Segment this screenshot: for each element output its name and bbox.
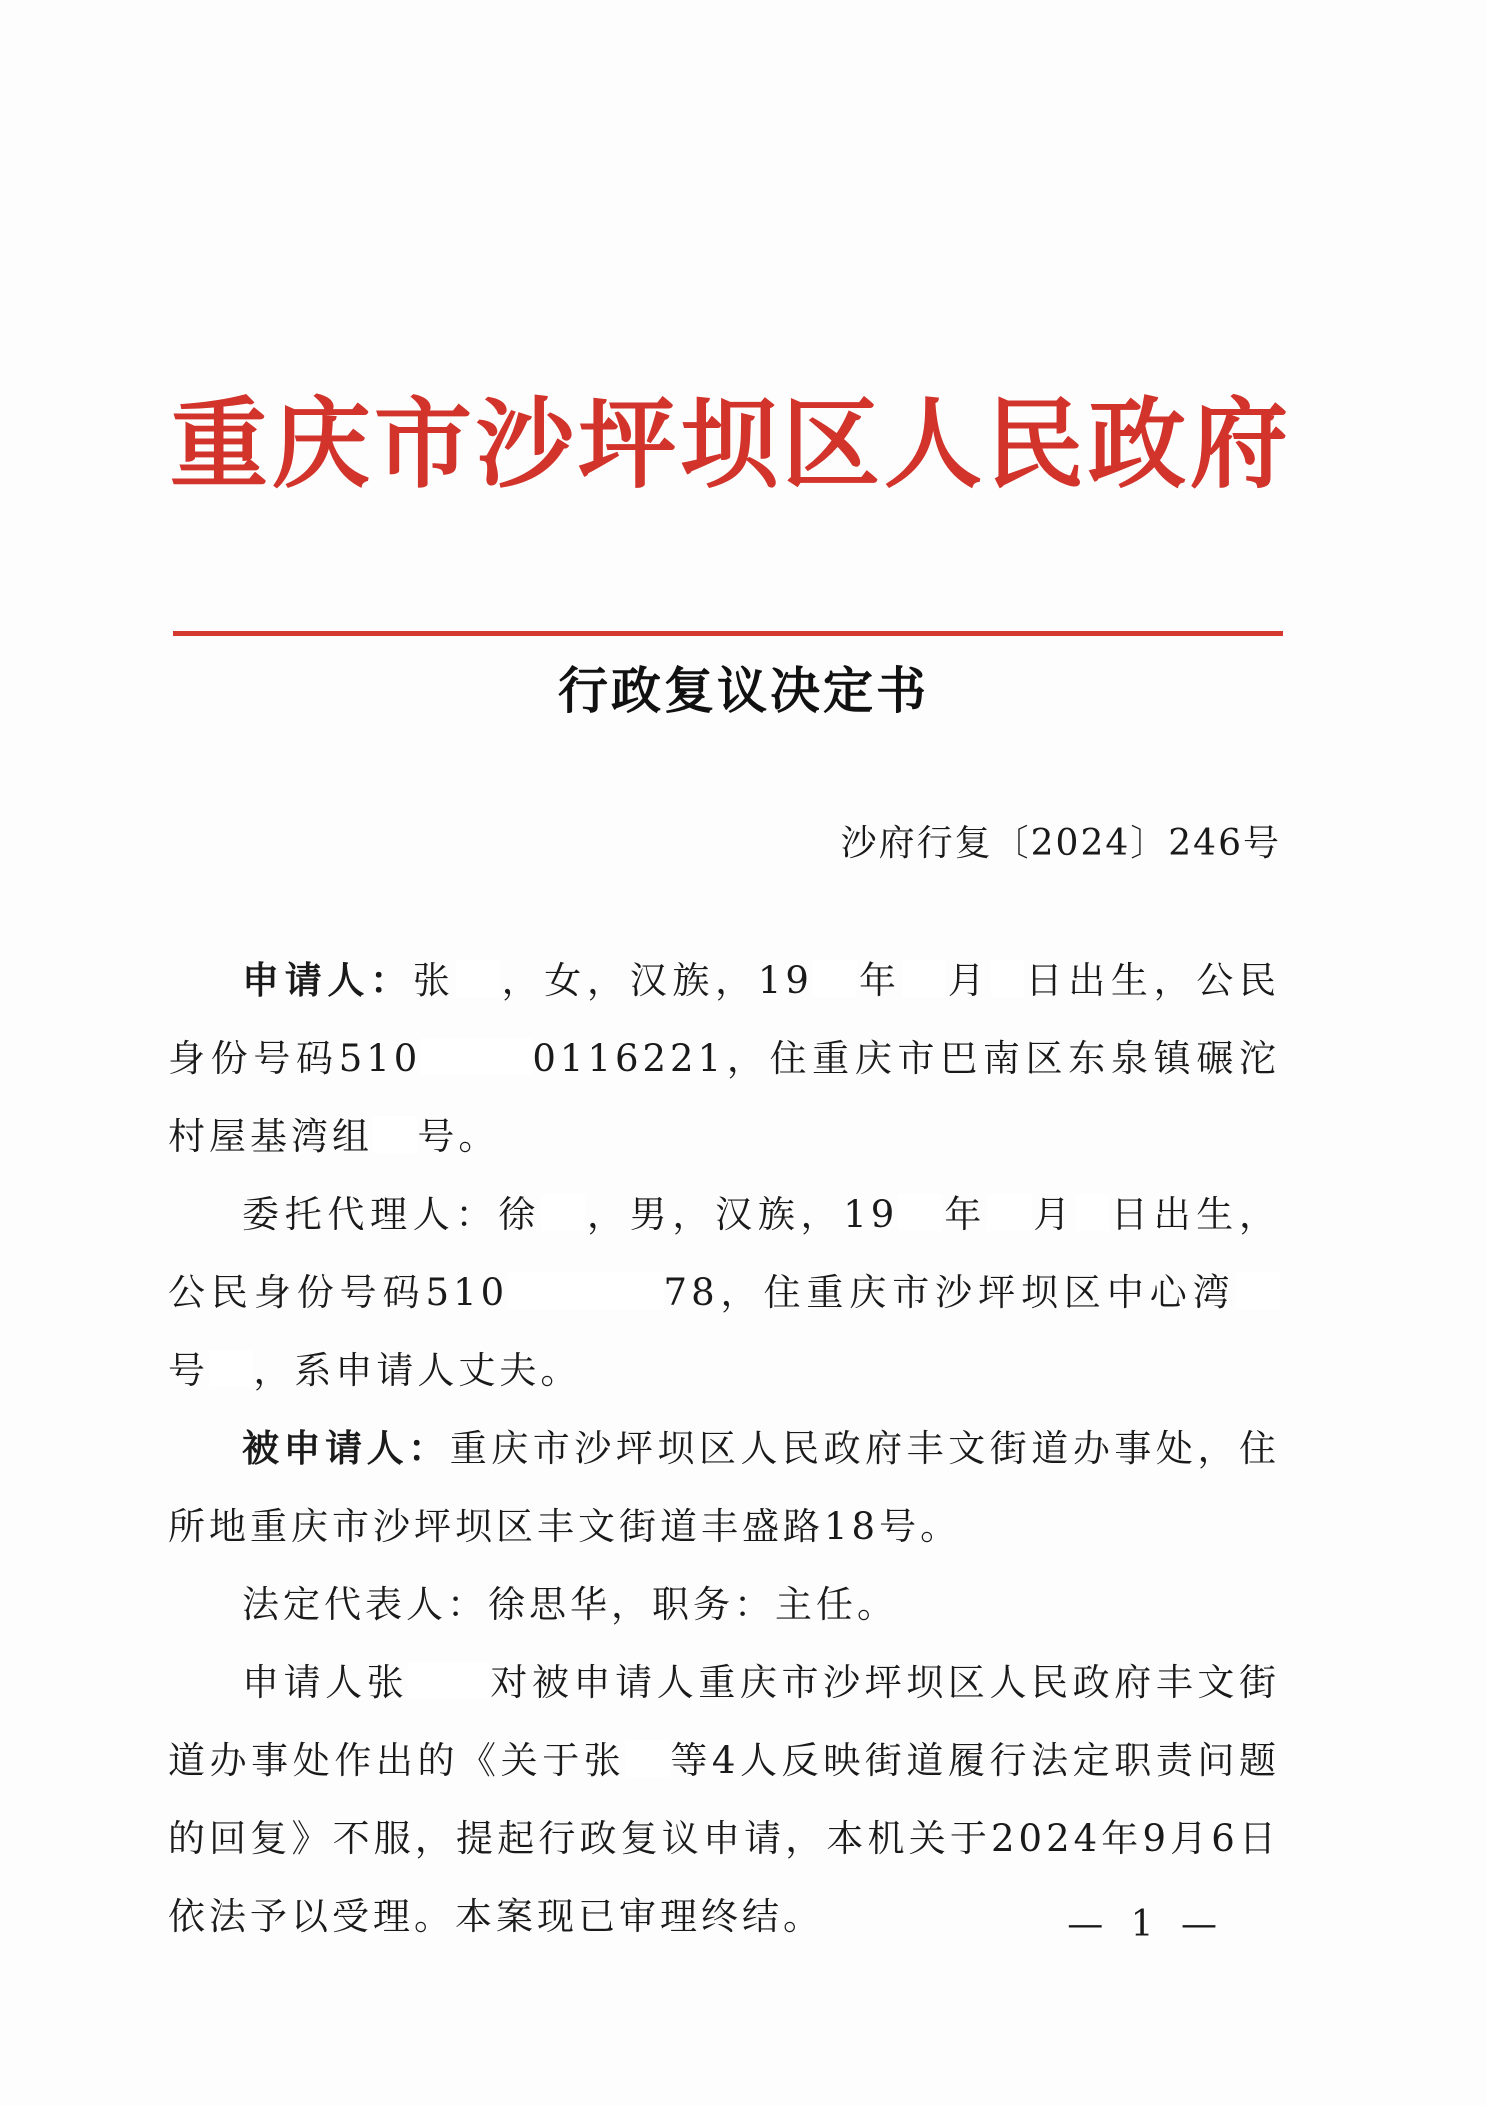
redaction-block: [408, 1662, 489, 1699]
redaction-block: [209, 1350, 253, 1387]
agent-relation: ，系申请人丈夫。: [253, 1349, 582, 1392]
respondent-text: 重庆市沙坪坝区人民政府丰文街道办事处，住所地重庆市沙坪坝区丰文街道丰盛路18号。: [168, 1427, 1281, 1548]
narrative-part3: 等4人反映街道履行法定职责问题的回复》不服，提起行政复议申请，本机关于2024年9月6日依法予以受理。本案现已审理终结。: [168, 1739, 1280, 1938]
agent-id-tail: 78，住重庆市沙坪坝区中心湾: [663, 1271, 1236, 1314]
agent-month-suffix: 月: [1031, 1193, 1076, 1236]
applicant-paragraph: [168, 942, 1280, 1176]
redaction-block: [987, 1194, 1031, 1231]
redaction-block: [373, 1116, 417, 1153]
applicant-year-suffix: 年: [857, 959, 902, 1002]
legal-rep-paragraph: 法定代表人：徐思华，职务：主任。: [242, 1583, 898, 1626]
agent-label: 委托代理人：徐: [242, 1193, 541, 1236]
applicant-gender-ethnicity: ，女，汉族，19: [499, 959, 813, 1002]
redaction-block: [625, 1740, 669, 1777]
redaction-block: [1076, 1194, 1109, 1231]
agent-house-suffix: 号: [168, 1349, 209, 1392]
agent-gender-ethnicity: ，男，汉族，19: [585, 1193, 899, 1236]
redaction-block: [541, 1194, 585, 1231]
redaction-block: [991, 960, 1024, 997]
redaction-block: [902, 960, 946, 997]
applicant-label: 申请人：: [242, 959, 413, 1002]
redaction-block: [456, 960, 500, 997]
redaction-block: [898, 1194, 942, 1231]
respondent-label: 被申请人：: [242, 1427, 450, 1470]
narrative-part2: 对被申请人重庆市沙坪坝区人民政府丰文街道办事处作出的《关于张: [168, 1661, 1281, 1782]
document-body: [168, 942, 1280, 1956]
applicant-id-tail: 0116221，住重庆市巴南区东泉镇碾沱村屋基湾组: [168, 1037, 1280, 1158]
redaction-block: [813, 960, 857, 997]
redaction-block: [421, 1038, 532, 1075]
red-divider-line: [173, 631, 1283, 636]
applicant-day-suffix: 日出生，公民身份号码510: [168, 959, 1281, 1080]
document-title: 行政复议决定书: [558, 662, 929, 720]
redaction-block: [1236, 1272, 1280, 1309]
applicant-month-suffix: 月: [946, 959, 991, 1002]
agent-year-suffix: 年: [942, 1193, 988, 1236]
agent-paragraph: [168, 1176, 1280, 1410]
document-number: 沙府行复〔2024〕246号: [840, 823, 1281, 864]
applicant-address-suffix: 号。: [417, 1115, 500, 1158]
narrative-part1: 申请人张: [242, 1661, 409, 1704]
respondent-paragraph: [168, 1410, 1280, 1566]
page-number: — 1 —: [1067, 1904, 1225, 1945]
issuer-header: 重庆市沙坪坝区人民政府: [170, 387, 1293, 502]
applicant-name: 张: [412, 959, 456, 1002]
agent-day-suffix: 日出生，公民身份号码510: [168, 1193, 1281, 1314]
redaction-block: [508, 1272, 663, 1309]
